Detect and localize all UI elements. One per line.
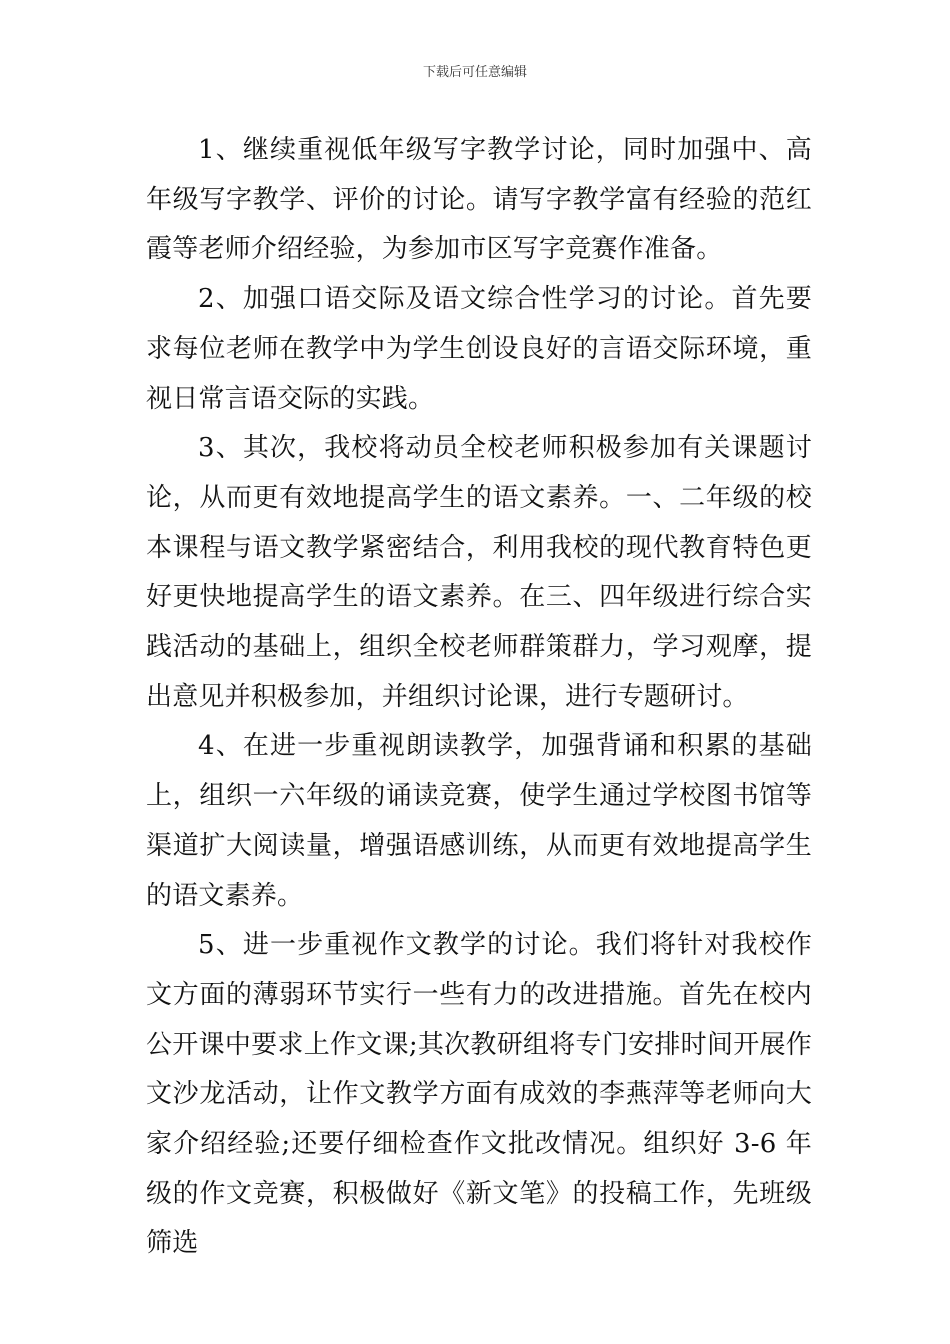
paragraph-2: 2、加强口语交际及语文综合性学习的讨论。首先要求每位老师在教学中为学生创设良好的言语交际环境，重视日常言语交际的实践。 bbox=[146, 284, 812, 414]
paragraph-3: 3、其次，我校将动员全校老师积极参加有关课题讨论，从而更有效地提高学生的语文素养。一、二年级的校本课程与语文教学紧密结合，利用我校的现代教育特色更好更快地提高学生的语文素养。在三、四年级进行综合实践活动的基础上，组织全校老师群策群力，学习观摩，提出意见并积极参加，并组织讨论课，进行专题研讨。 bbox=[146, 433, 812, 712]
document-body bbox=[146, 126, 812, 1269]
page-header: 下载后可任意编辑 bbox=[422, 65, 527, 80]
paragraph-5: 5、进一步重视作文教学的讨论。我们将针对我校作文方面的薄弱环节实行一些有力的改进措施。首先在校内公开课中要求上作文课;其次教研组将专门安排时间开展作文沙龙活动，让作文教学方面有成效的李燕萍等老师向大家介绍经验;还要仔细检查作文批改情况。组织好 3-6 年级的作文竞赛，积极做好《新文笔》的投稿工作，先班级筛选 bbox=[146, 930, 812, 1259]
paragraph-4: 4、在进一步重视朗读教学，加强背诵和积累的基础上，组织一六年级的诵读竞赛，使学生通过学校图书馆等渠道扩大阅读量，增强语感训练，从而更有效地提高学生的语文素养。 bbox=[146, 731, 812, 911]
paragraph-1: 1、继续重视低年级写字教学讨论，同时加强中、高年级写字教学、评价的讨论。请写字教学富有经验的范红霞等老师介绍经验，为参加市区写字竞赛作准备。 bbox=[146, 135, 812, 265]
